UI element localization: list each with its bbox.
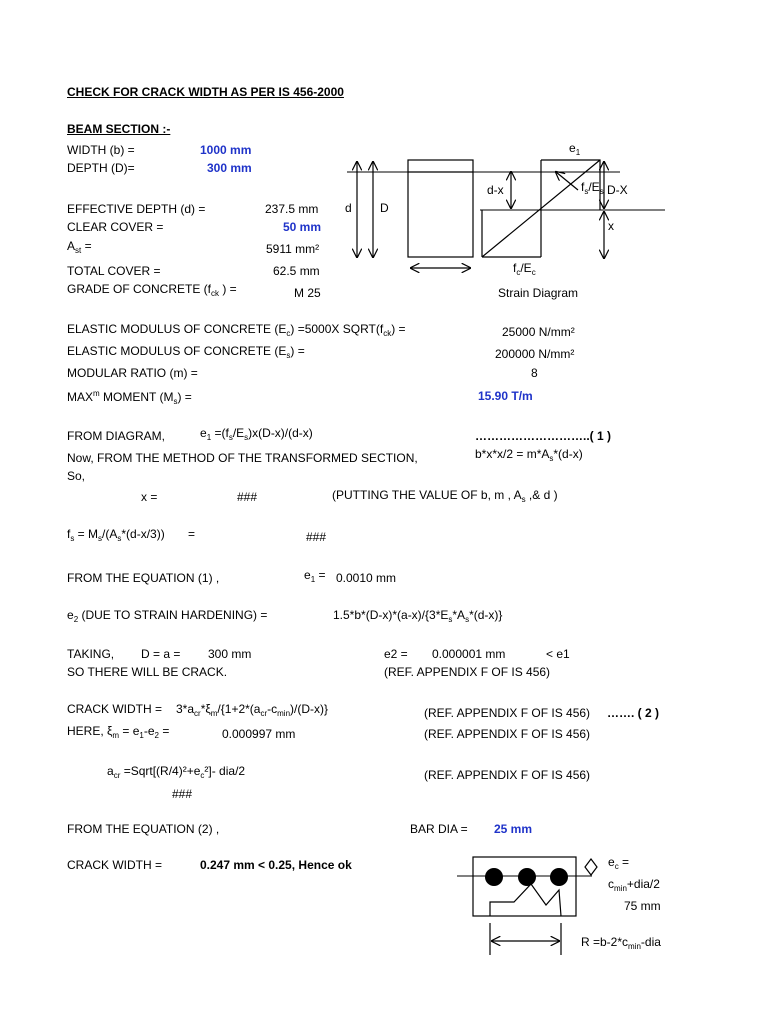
diagram-fs-label: $f_s/E_s$ (581, 180, 604, 196)
ec-cover-label: $e_c$ = (608, 855, 630, 871)
taking-label: TAKING, (67, 647, 115, 661)
fs-value: ### (306, 530, 327, 544)
effective-depth-label: EFFECTIVE DEPTH (d) = (67, 202, 206, 216)
diagram-D-label: D (380, 201, 389, 215)
bar-dia-label: BAR DIA = (410, 822, 468, 836)
effective-depth-value: 237.5 mm (265, 202, 319, 216)
crack-width-result-value: 0.247 mm < 0.25, Hence ok (200, 858, 352, 872)
equation-2-ref: ……. ( 2 ) (607, 706, 660, 720)
page-title: CHECK FOR CRACK WIDTH AS PER IS 456-2000 (67, 85, 344, 99)
diagram-x-label: x (608, 219, 614, 233)
clear-cover-label: CLEAR COVER = (67, 220, 164, 234)
ast-label: $A_{st}$ = (67, 239, 92, 255)
ast-value: 5911 mm² (266, 242, 320, 256)
ec-label: ELASTIC MODULUS OF CONCRETE $(E_c) =5000X$ $SQRT(f_{ck})$ = (67, 322, 406, 338)
es-label: ELASTIC MODULUS OF CONCRETE $(E_s)$ = (67, 344, 305, 360)
xi-m-value: 0.000997 mm (222, 727, 296, 741)
total-cover-label: TOTAL COVER = (67, 264, 161, 278)
appendix-ref-1: (REF. APPENDIX F OF IS 456) (384, 665, 551, 679)
grade-label: GRADE OF CONCRETE ($f_{ck}$ ) = (67, 282, 237, 298)
diagram-fc-label: $f_c/E_c$ (513, 261, 536, 277)
transformed-equation: $b*x*x/2 = m*A_s*(d-x)$ (475, 447, 583, 463)
putting-values-note: (PUTTING THE VALUE OF b, m , $A_s$ ,& d ) (332, 488, 558, 504)
x-label: x = (141, 490, 158, 504)
ec-value: 25000 N/mm² (502, 325, 575, 339)
beam-section-heading: BEAM SECTION :- (67, 122, 171, 136)
max-moment-label: MAX$^m$ MOMENT $(M_s)$ = (67, 389, 192, 406)
diagram-e1-label: $e_1$ (569, 141, 581, 157)
transformed-section-text: Now, FROM THE METHOD OF THE TRANSFORMED SECTION, (67, 451, 418, 465)
x-value: ### (237, 490, 258, 504)
e2-result-value: 0.000001 mm (432, 647, 506, 661)
e2-label: $e_2$ (DUE TO STRAIN HARDENING) = (67, 608, 268, 624)
bar-dia-value: 25 mm (494, 822, 533, 836)
width-label: WIDTH (b) = (67, 143, 135, 157)
diagram-d-label: d (345, 201, 352, 215)
crack-width-result-label: CRACK WIDTH = (67, 858, 163, 872)
reinforcement-bars (485, 868, 568, 886)
fs-equals: = (188, 527, 196, 541)
e1-value: 0.0010 mm (336, 571, 397, 585)
total-cover-value: 62.5 mm (273, 264, 320, 278)
crack-note: SO THERE WILL BE CRACK. (67, 665, 228, 679)
modular-ratio-value: 8 (531, 366, 538, 380)
depth-label: DEPTH (D)= (67, 161, 135, 175)
diagram-dx-right-label: D-X (607, 183, 628, 197)
fs-formula: $f_s = M_s/(A_s*(d-x/3))$ (67, 527, 165, 543)
so-text: So, (67, 469, 86, 483)
from-equation-1-label: FROM THE EQUATION (1) , (67, 571, 220, 585)
appendix-ref-2: (REF. APPENDIX F OF IS 456) (424, 706, 591, 720)
xi-m-label: HERE, $\xi_m = e_1-e_2$ = (67, 724, 170, 740)
taking-equation: D = a = (141, 647, 181, 661)
appendix-ref-3: (REF. APPENDIX F OF IS 456) (424, 727, 591, 741)
from-equation-2-label: FROM THE EQUATION (2) , (67, 822, 220, 836)
strain-profile-drawing (480, 160, 665, 258)
crack-width-formula: $3*a_{cr}*\xi_m/\{1+2*(a_{cr}-c_{min})/(D-x)\}$ (176, 702, 329, 718)
taking-value: 300 mm (208, 647, 252, 661)
clear-cover-value: 50 mm (283, 220, 322, 234)
cmin-formula: $c_{min}+dia/2$ (608, 877, 660, 893)
crack-width-label: CRACK WIDTH = (67, 702, 163, 716)
es-value: 200000 N/mm² (495, 347, 575, 361)
from-diagram-label: FROM DIAGRAM, (67, 429, 165, 443)
e1-label: $e_1$ = (304, 568, 326, 584)
depth-value: 300 mm (207, 161, 252, 175)
e2-comparison: < e1 (546, 647, 570, 661)
e2-result-label: e2 = (384, 647, 408, 661)
e2-formula: $1.5*b*(D-x)*(a-x)/\{3*E_s*A_s*(d-x)\}$ (333, 608, 503, 624)
max-moment-value: 15.90 T/m (478, 389, 533, 403)
strain-diagram-caption: Strain Diagram (498, 286, 579, 300)
diagram-dx-left-label: d-x (487, 183, 504, 197)
cover-value: 75 mm (624, 899, 661, 913)
modular-ratio-label: MODULAR RATIO (m) = (67, 366, 198, 380)
equation-1-ref: ………………………..( 1 ) (475, 429, 612, 443)
width-value: 1000 mm (200, 143, 252, 157)
r-formula: $R =b-2*c_{min}$-dia (581, 935, 661, 951)
appendix-ref-4: (REF. APPENDIX F OF IS 456) (424, 768, 591, 782)
grade-value: M 25 (294, 286, 321, 300)
acr-formula: $a_{cr}$ $=Sqrt[(R/4)^2+e_c^2]-$ dia/2 (107, 764, 246, 780)
equation-1: $e_1 =(f_s/E_s)x(D-x)/(d-x)$ (200, 426, 313, 442)
acr-value: ### (172, 787, 193, 801)
